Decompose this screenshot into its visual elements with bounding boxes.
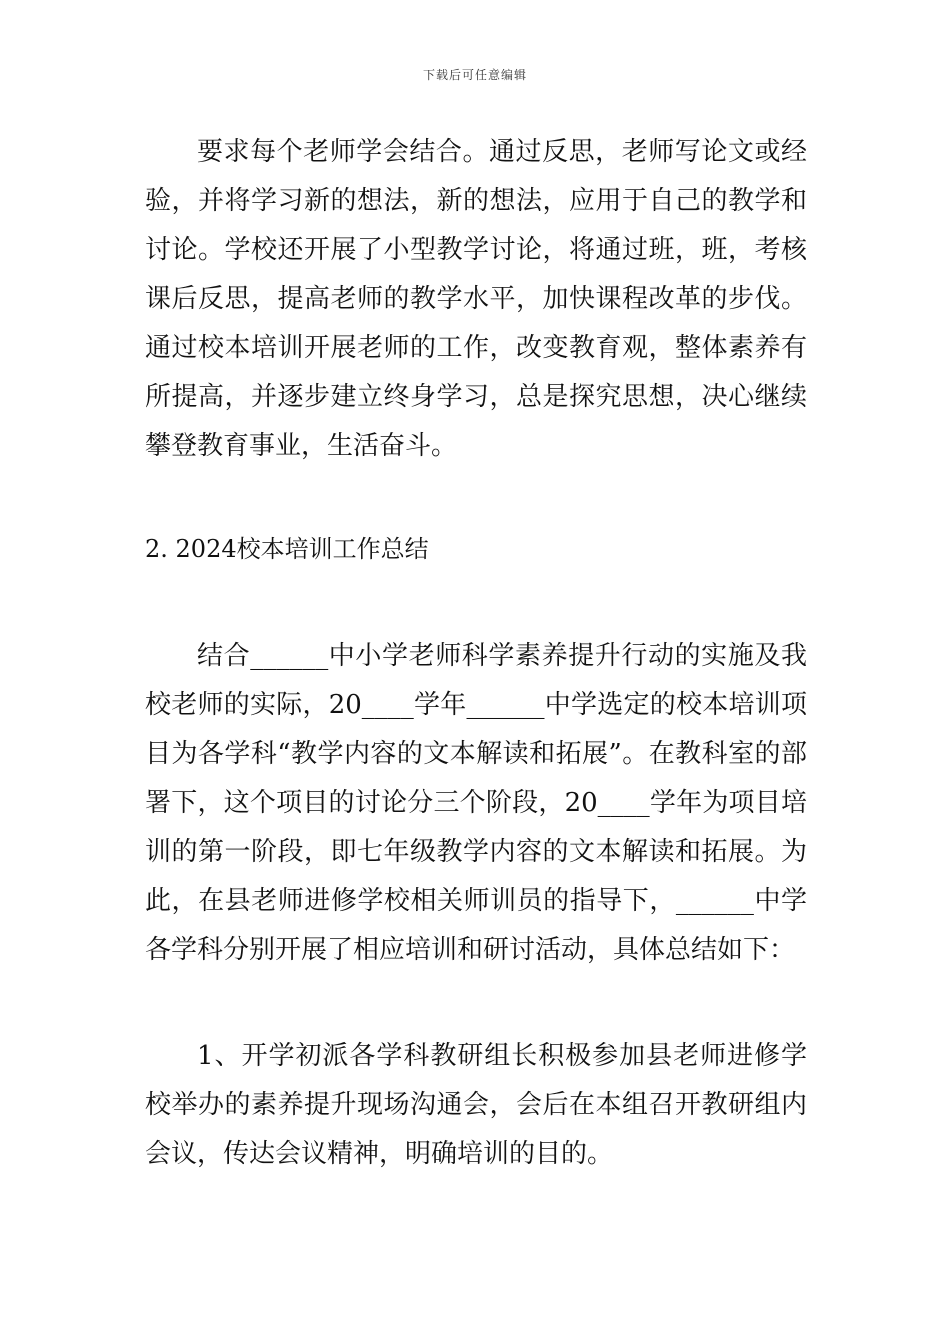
section-heading: 2. 2024校本培训工作总结: [145, 535, 429, 563]
paragraph-3: 1、开学初派各学科教研组长积极参加县老师进修学校举办的素养提升现场沟通会，会后在本组召开教研组内会议，传达会议精神，明确培训的目的。: [145, 1041, 807, 1169]
document-body: [145, 128, 807, 1179]
paragraph-2: 结合______中小学老师科学素养提升行动的实施及我校老师的实际，20____学年______中学选定的校本培训项目为各学科“教学内容的文本解读和拓展”。在教科室的部署下，这个项目的讨论分三个阶段，20____学年为项目培训的第一阶段，即七年级教学内容的文本解读和拓展。为此，在县老师进修学校相关师训员的指导下，______中学各学科分别开展了相应培训和研讨活动，具体总结如下：: [145, 641, 807, 965]
paragraph-1: 要求每个老师学会结合。通过反思，老师写论文或经验，并将学习新的想法，新的想法，应用于自己的教学和讨论。学校还开展了小型教学讨论，将通过班，班，考核课后反思，提高老师的教学水平，加快课程改革的步伐。通过校本培训开展老师的工作，改变教育观，整体素养有所提高，并逐步建立终身学习，总是探究思想，决心继续攀登教育事业，生活奋斗。: [145, 137, 807, 461]
header-note: 下载后可任意编辑: [422, 68, 527, 82]
